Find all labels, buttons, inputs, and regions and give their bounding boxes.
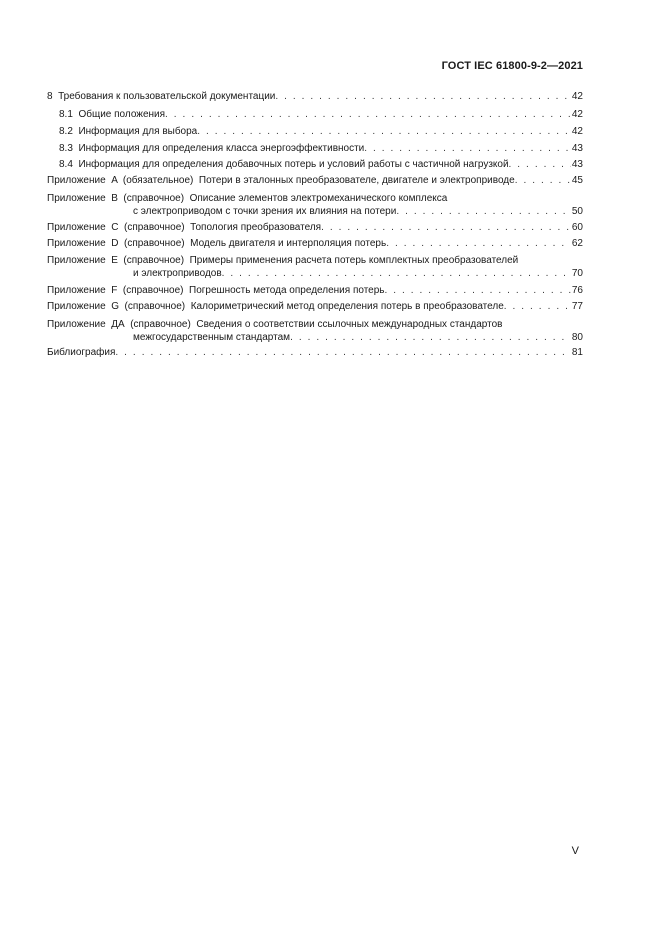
toc-entry-page: 42 bbox=[571, 126, 583, 137]
toc-entry-page: 77 bbox=[571, 301, 583, 312]
toc-leader bbox=[515, 174, 571, 187]
toc-entry-title: 8 Требования к пользовательской документации bbox=[47, 91, 276, 102]
document-header: ГОСТ IEC 61800-9-2—2021 bbox=[441, 60, 583, 72]
toc-leader bbox=[197, 125, 571, 138]
toc-entry[interactable] bbox=[47, 221, 583, 234]
toc-entry-title: Приложение B (справочное) Описание элементов электромеханического комплекса bbox=[47, 193, 448, 204]
toc-leader bbox=[396, 205, 571, 218]
toc-entry-title-cont: и электроприводов bbox=[133, 268, 222, 279]
toc-entry-page: 62 bbox=[571, 238, 583, 249]
toc-entry[interactable] bbox=[47, 174, 583, 187]
toc-entry-page: 81 bbox=[571, 347, 583, 358]
toc-entry-page: 43 bbox=[571, 143, 583, 154]
toc-entry-title: Приложение F (справочное) Погрешность метода определения потерь bbox=[47, 285, 385, 296]
toc-entry-title-cont: межгосударственным стандартам bbox=[133, 332, 291, 343]
toc-entry-title-cont: с электроприводом с точки зрения их влияния на потери bbox=[133, 206, 397, 217]
toc-entry-title: Приложение A (обязательное) Потери в эталонных преобразователе, двигателе и электроприводе bbox=[47, 175, 515, 186]
toc-entry-page: 50 bbox=[571, 206, 583, 217]
toc-leader bbox=[386, 237, 571, 250]
toc-leader bbox=[321, 221, 571, 234]
toc-entry-page: 43 bbox=[571, 159, 583, 170]
toc-entry-page: 76 bbox=[571, 285, 583, 296]
toc-entry-page: 60 bbox=[571, 222, 583, 233]
toc-entry[interactable] bbox=[47, 192, 583, 205]
toc-entry-title: Библиография bbox=[47, 347, 116, 358]
toc-entry-title: 8.4 Информация для определения добавочных потерь и условий работы с частичной нагрузкой bbox=[59, 159, 509, 170]
toc-leader bbox=[165, 108, 571, 121]
page-number: V bbox=[571, 845, 579, 857]
toc-entry-title: Приложение D (справочное) Модель двигателя и интерполяция потерь bbox=[47, 238, 387, 249]
toc-entry-page: 45 bbox=[571, 175, 583, 186]
toc-entry-page: 70 bbox=[571, 268, 583, 279]
toc-entry[interactable] bbox=[47, 254, 583, 267]
toc-entry-continuation[interactable] bbox=[133, 205, 583, 218]
toc-entry-page: 42 bbox=[571, 109, 583, 120]
toc-entry-continuation[interactable] bbox=[133, 331, 583, 344]
toc-entry[interactable] bbox=[47, 237, 583, 250]
toc-entry-title: Приложение E (справочное) Примеры применения расчета потерь комплектных преобразователей bbox=[47, 255, 519, 266]
toc-entry-title: 8.2 Информация для выбора bbox=[59, 126, 198, 137]
toc-entry-page: 42 bbox=[571, 91, 583, 102]
toc-entry-continuation[interactable] bbox=[133, 267, 583, 280]
toc-entry[interactable] bbox=[59, 158, 583, 171]
toc-leader bbox=[222, 267, 571, 280]
toc-entry[interactable] bbox=[59, 108, 583, 121]
toc-entry-page: 80 bbox=[571, 332, 583, 343]
toc-leader bbox=[290, 331, 571, 344]
toc-entry-title: 8.1 Общие положения bbox=[59, 109, 166, 120]
toc-entry[interactable] bbox=[47, 300, 583, 313]
toc-leader bbox=[504, 300, 571, 313]
toc-entry[interactable] bbox=[59, 142, 583, 155]
toc-leader bbox=[115, 346, 570, 359]
toc-entry-title: Приложение ДА (справочное) Сведения о соответствии ссылочных международных стандартов bbox=[47, 319, 503, 330]
toc-leader bbox=[385, 284, 571, 297]
toc-entry-title: Приложение C (справочное) Топология преобразователя bbox=[47, 222, 322, 233]
toc-entry-title: 8.3 Информация для определения класса энергоэффективности bbox=[59, 143, 365, 154]
toc-leader bbox=[509, 158, 571, 171]
toc-entry[interactable] bbox=[59, 125, 583, 138]
toc-entry-title: Приложение G (справочное) Калориметрический метод определения потерь в преобразователе bbox=[47, 301, 504, 312]
toc-entry[interactable] bbox=[47, 346, 583, 359]
toc-entry[interactable] bbox=[47, 318, 583, 331]
toc-entry[interactable] bbox=[47, 90, 583, 103]
toc-leader bbox=[275, 90, 571, 103]
toc-leader bbox=[364, 142, 571, 155]
toc-entry[interactable] bbox=[47, 284, 583, 297]
